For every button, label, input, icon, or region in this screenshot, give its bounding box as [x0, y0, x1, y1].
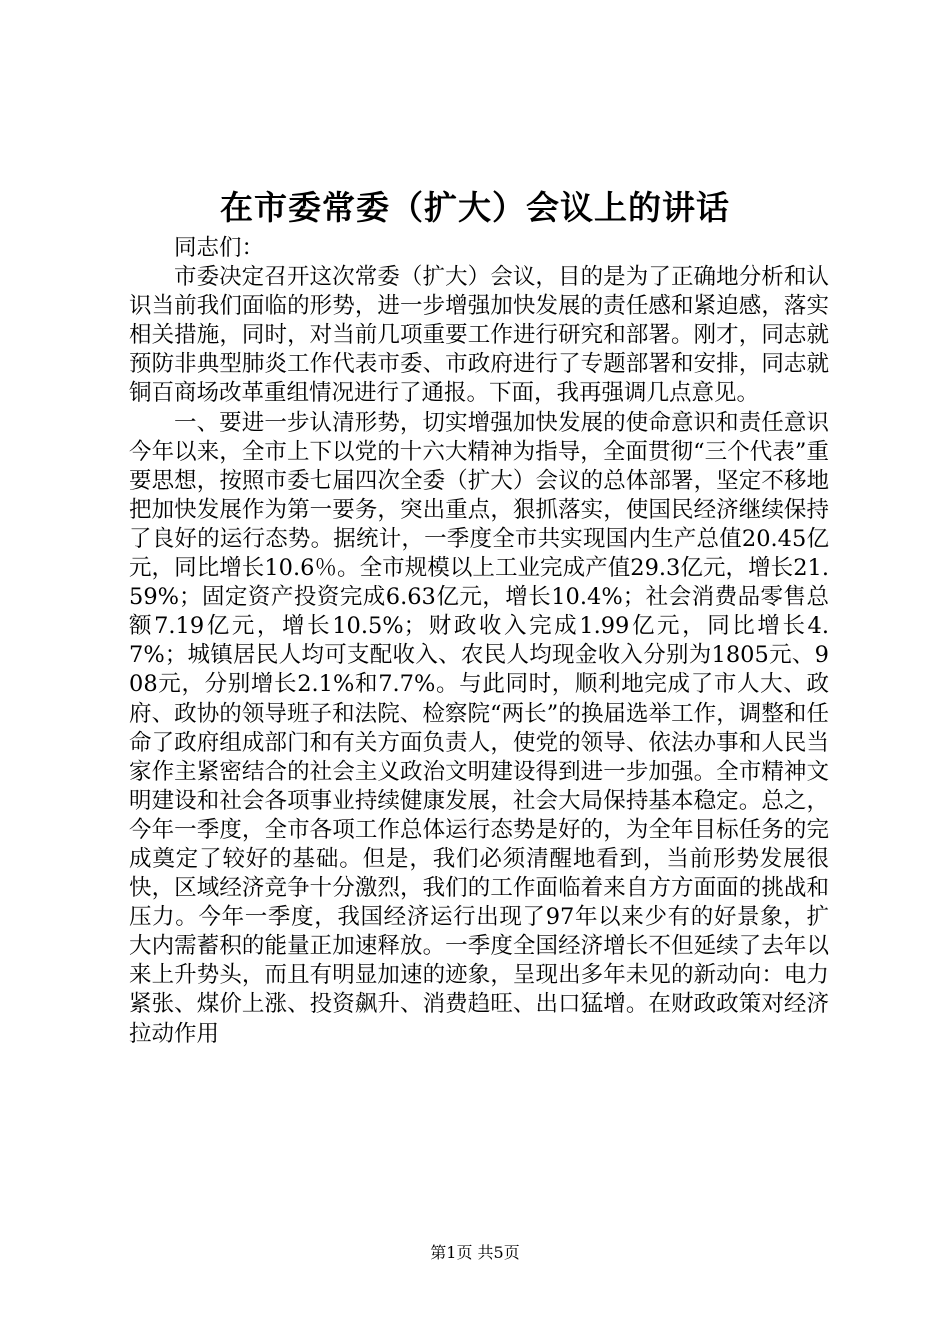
document-title: 在市委常委（扩大）会议上的讲话 — [220, 188, 730, 227]
salutation: 同志们： — [174, 235, 265, 261]
paragraph-1: 市委决定召开这次常委（扩大）会议，目的是为了正确地分析和认识当前我们面临的形势，进一步增强加快发展的责任感和紧迫感，落实相关措施，同时，对当前几项重要工作进行研究和部署。刚才，同志就预防非典型肺炎工作代表市委、市政府进行了专题部署和安排，同志就铜百商场改革重组情况进行了通报。下面，我再强调几点意见。 — [129, 264, 829, 407]
document-body — [129, 234, 829, 1049]
paragraph-2: 一、要进一步认清形势，切实增强加快发展的使命意识和责任意识今年以来，全市上下以党的十六大精神为指导，全面贯彻“三个代表”重要思想，按照市委七届四次全委（扩大）会议的总体部署，坚定不移地把加快发展作为第一要务，突出重点，狠抓落实，使国民经济继续保持了良好的运行态势。据统计，一季度全市共实现国内生产总值20.45亿元，同比增长10.6％。全市规模以上工业完成产值29.3亿元，增长21.59%；固定资产投资完成6.63亿元，增长10.4%；社会消费品零售总额7.19亿元，增长10.5%；财政收入完成1.99亿元，同比增长4.7%；城镇居民人均可支配收入、农民人均现金收入分别为1805元、908元，分别增长2.1%和7.7%。与此同时，顺利地完成了市人大、政府、政协的领导班子和法院、检察院“两长”的换届选举工作，调整和任命了政府组成部门和有关方面负责人，使党的领导、依法办事和人民当家作主紧密结合的社会主义政治文明建设得到进一步加强。全市精神文明建设和社会各项事业持续健康发展，社会大局保持基本稳定。总之，今年一季度，全市各项工作总体运行态势是好的，为全年目标任务的完成奠定了较好的基础。但是，我们必须清醒地看到，当前形势发展很快，区域经济竞争十分激烈，我们的工作面临着来自方方面面的挑战和压力。今年一季度，我国经济运行出现了97年以来少有的好景象，扩大内需蓄积的能量正加速释放。一季度全国经济增长不但延续了去年以来上升势头，而且有明显加速的迹象，呈现出多年未见的新动向：电力紧张、煤价上涨、投资飙升、消费趋旺、出口猛增。在财政政策对经济拉动作用 — [129, 409, 829, 1047]
page-number: 第1页 共5页 — [430, 1243, 520, 1262]
